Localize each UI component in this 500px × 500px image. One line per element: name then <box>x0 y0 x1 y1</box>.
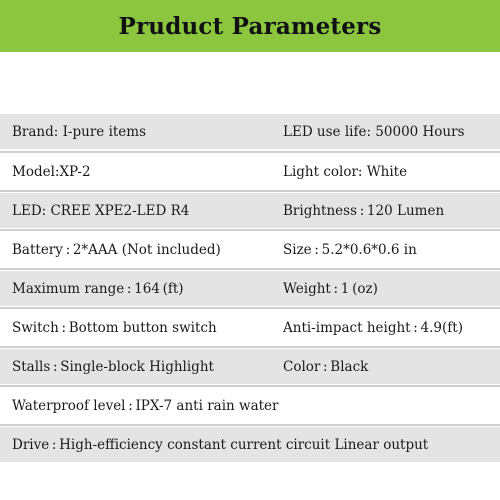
table-row <box>0 310 500 345</box>
table-row <box>0 114 500 149</box>
row-divider <box>0 151 500 153</box>
table-row <box>0 427 500 462</box>
row-divider <box>0 268 500 270</box>
table-row <box>0 349 500 384</box>
param-light-color: Light color: White <box>283 163 408 180</box>
table-row <box>0 154 500 189</box>
param-anti-impact: Anti-impact height : 4.9(ft) <box>283 319 463 336</box>
row-divider <box>0 424 500 426</box>
param-brightness: Brightness : 120 Lumen <box>283 202 445 219</box>
param-model: Model:XP-2 <box>12 163 91 180</box>
param-led: LED: CREE XPE2-LED R4 <box>12 202 190 219</box>
row-divider <box>0 307 500 309</box>
row-divider <box>0 385 500 387</box>
param-waterproof: Waterproof level : IPX-7 anti rain water <box>12 397 279 414</box>
param-stalls: Stalls : Single-block Highlight <box>12 358 214 375</box>
param-size: Size : 5.2*0.6*0.6 in <box>283 241 417 258</box>
param-color: Color : Black <box>283 358 369 375</box>
param-weight: Weight : 1 (oz) <box>283 280 378 297</box>
table-row <box>0 271 500 306</box>
param-switch: Switch : Bottom button switch <box>12 319 217 336</box>
param-battery: Battery : 2*AAA (Not included) <box>12 241 221 258</box>
row-divider <box>0 229 500 231</box>
param-drive: Drive : High-efficiency constant current circuit Linear output <box>12 436 429 453</box>
title-banner <box>0 0 500 52</box>
table-row <box>0 193 500 228</box>
param-max-range: Maximum range : 164 (ft) <box>12 280 184 297</box>
table-row <box>0 232 500 267</box>
page-title: Pruduct Parameters <box>118 12 382 40</box>
row-divider <box>0 346 500 348</box>
table-row <box>0 388 500 423</box>
param-led-life: LED use life: 50000 Hours <box>283 123 465 140</box>
row-divider <box>0 190 500 192</box>
param-brand: Brand: I-pure items <box>12 123 147 140</box>
